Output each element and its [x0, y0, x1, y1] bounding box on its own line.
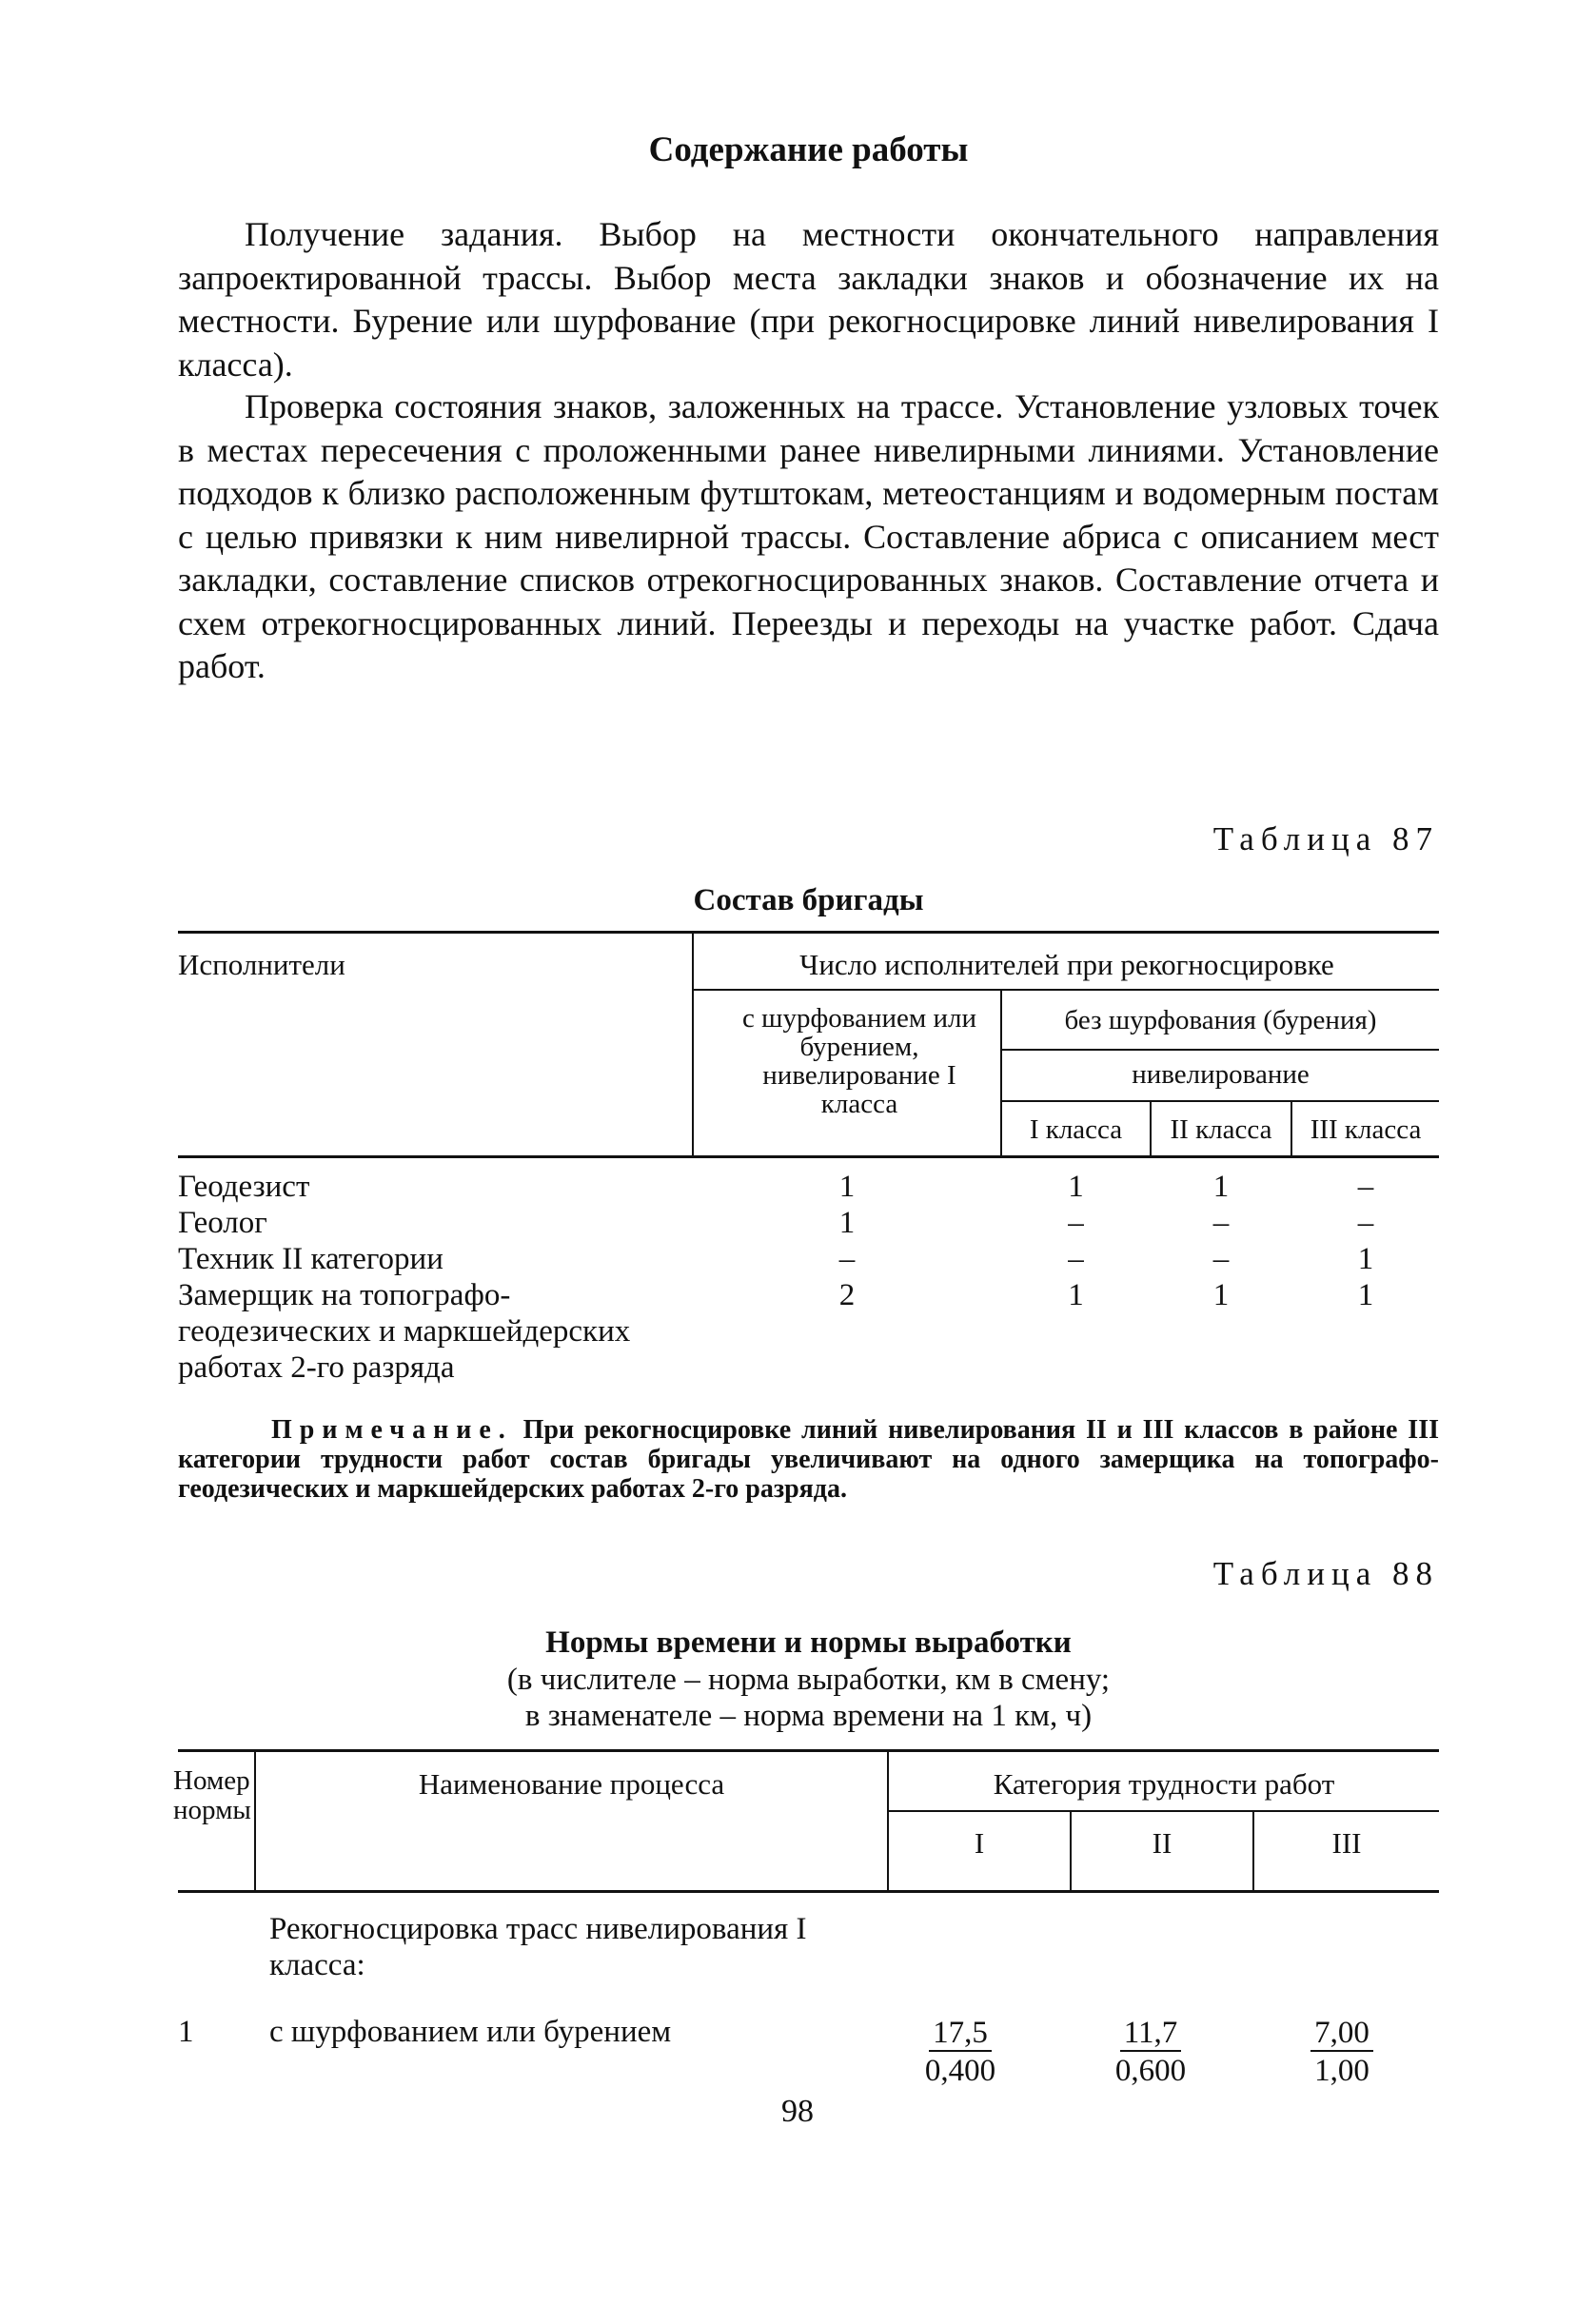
table87-header-without-pits: без шурфования (бурения) — [1064, 1005, 1377, 1035]
table87-row-c3: 1 — [1212, 1278, 1230, 1312]
table87-label: Таблица 87 — [1212, 820, 1439, 857]
table87-note — [178, 1415, 1439, 1504]
table87-header-class1: I класса — [1029, 1114, 1123, 1145]
table88-header-cat3: III — [1331, 1826, 1362, 1860]
table88-header-process: Наименование процесса — [418, 1767, 725, 1801]
table88-label: Таблица 88 — [1212, 1555, 1439, 1592]
table88-row-process: с шурфованием или бурением — [269, 2015, 672, 2049]
table87-top-rule — [178, 931, 1439, 934]
fraction-denominator: 0,600 — [1114, 2054, 1187, 2088]
table87-rule-without — [1001, 1049, 1439, 1051]
fraction-numerator: 17,5 — [929, 2016, 992, 2052]
paragraph-1: Получение задания. Выбор на местности окончательного направления запроектированной трассы. Выбор места закладки знаков и обозначение их на местности. Бурение или шурфование (при рекогносцировке линий нивелирования I класса). — [178, 215, 1439, 384]
table88-header-bottom-rule — [178, 1890, 1439, 1893]
note-lead: Примечание. — [271, 1415, 513, 1445]
table87-row-c2: 1 — [1068, 1278, 1084, 1312]
table87-header-bottom-rule — [178, 1155, 1439, 1158]
table87-row-c4: – — [1357, 1206, 1374, 1240]
table88-subcaption-1: (в числителе – норма выработки, км в смену; — [506, 1663, 1111, 1697]
table88-rule-category — [888, 1810, 1439, 1812]
table87-row-name: Геодезист — [178, 1170, 310, 1204]
table87-row-c1: 2 — [838, 1278, 856, 1312]
table87-row-c2: – — [1068, 1206, 1084, 1240]
table87-row-c3: – — [1212, 1242, 1230, 1276]
fraction-numerator: 7,00 — [1310, 2016, 1373, 2052]
table87-header-with-pits: с шурфованием или бурением, нивелирование I класса — [742, 1003, 976, 1119]
table87-row-c3: – — [1212, 1206, 1230, 1240]
table88-fraction-cat2 — [1074, 2014, 1227, 2090]
table87-row-c2: 1 — [1068, 1170, 1084, 1204]
table87-caption: Состав бригады — [693, 883, 924, 917]
table88-top-rule — [178, 1749, 1439, 1752]
table87-row-c1: 1 — [838, 1170, 856, 1204]
table88-header-number: Номер нормы — [173, 1765, 251, 1825]
table88-fraction-cat3 — [1266, 2014, 1418, 2090]
table87-row-c4: 1 — [1357, 1242, 1374, 1276]
table87-row-name: Геолог — [178, 1206, 267, 1240]
table88-group-title: Рекогносцировка трасс нивелирования I класса: — [269, 1912, 807, 1982]
table87-row-c4: – — [1357, 1170, 1374, 1204]
fraction-numerator: 11,7 — [1120, 2016, 1182, 2052]
table88-header-cat1: I — [974, 1826, 985, 1860]
table88-caption: Нормы времени и нормы выработки — [545, 1625, 1072, 1660]
table87-vline-1 — [692, 931, 694, 1156]
note-text: При рекогносцировке линий нивелирования II и III классов в районе III категории трудности работ состав бригады увеличивают на одного замерщика на топографо-геодезических и маркшейдерских работах 2-го разряда. — [178, 1415, 1439, 1504]
paragraph-2: Проверка состояния знаков, заложенных на трассе. Установление узловых точек в местах пересечения с проложенными ранее нивелирными линиями. Установление подходов к близко расположенным футштокам, метеостанциям и водомерным постам с целью привязки к ним нивелирной трассы. Составление абриса с описанием мест закладки, составление списков отрекогносцированных знаков. Составление отчета и схем отрекогносцированных линий. Переезды и переходы на участке работ. Сдача работ. — [178, 387, 1439, 685]
table87-row-c1: – — [838, 1242, 856, 1276]
table87-row-name: Замерщик на топографо-геодезических и маркшейдерских работах 2-го разряда — [178, 1278, 631, 1385]
table88-header-category: Категория трудности работ — [993, 1767, 1335, 1801]
table87-row-c3: 1 — [1212, 1170, 1230, 1204]
table87-row-c2: – — [1068, 1242, 1084, 1276]
table87-header-class3: III класса — [1310, 1114, 1422, 1145]
table87-row-c4: 1 — [1357, 1278, 1374, 1312]
table87-rule-count — [693, 989, 1439, 991]
page-number: 98 — [781, 2094, 814, 2129]
table87-header-performers: Исполнители — [178, 948, 345, 981]
table87-header-leveling: нивелирование — [1132, 1059, 1310, 1090]
section-title: Содержание работы — [648, 130, 969, 169]
fraction-denominator: 1,00 — [1314, 2054, 1369, 2088]
table87-header-class2: II класса — [1170, 1114, 1272, 1145]
table87-header-count: Число исполнителей при рекогносцировке — [799, 948, 1334, 981]
fraction-denominator: 0,400 — [924, 2054, 996, 2088]
table88-subcaption-2: в знаменателе – норма времени на 1 км, ч) — [524, 1699, 1093, 1733]
table88-header-cat2: II — [1152, 1826, 1172, 1860]
table88-fraction-cat1 — [884, 2014, 1036, 2090]
table88-row-number: 1 — [178, 2015, 194, 2049]
table87-row-c1: 1 — [838, 1206, 856, 1240]
table87-row-name: Техник II категории — [178, 1242, 443, 1276]
table87-rule-leveling — [1001, 1100, 1439, 1102]
